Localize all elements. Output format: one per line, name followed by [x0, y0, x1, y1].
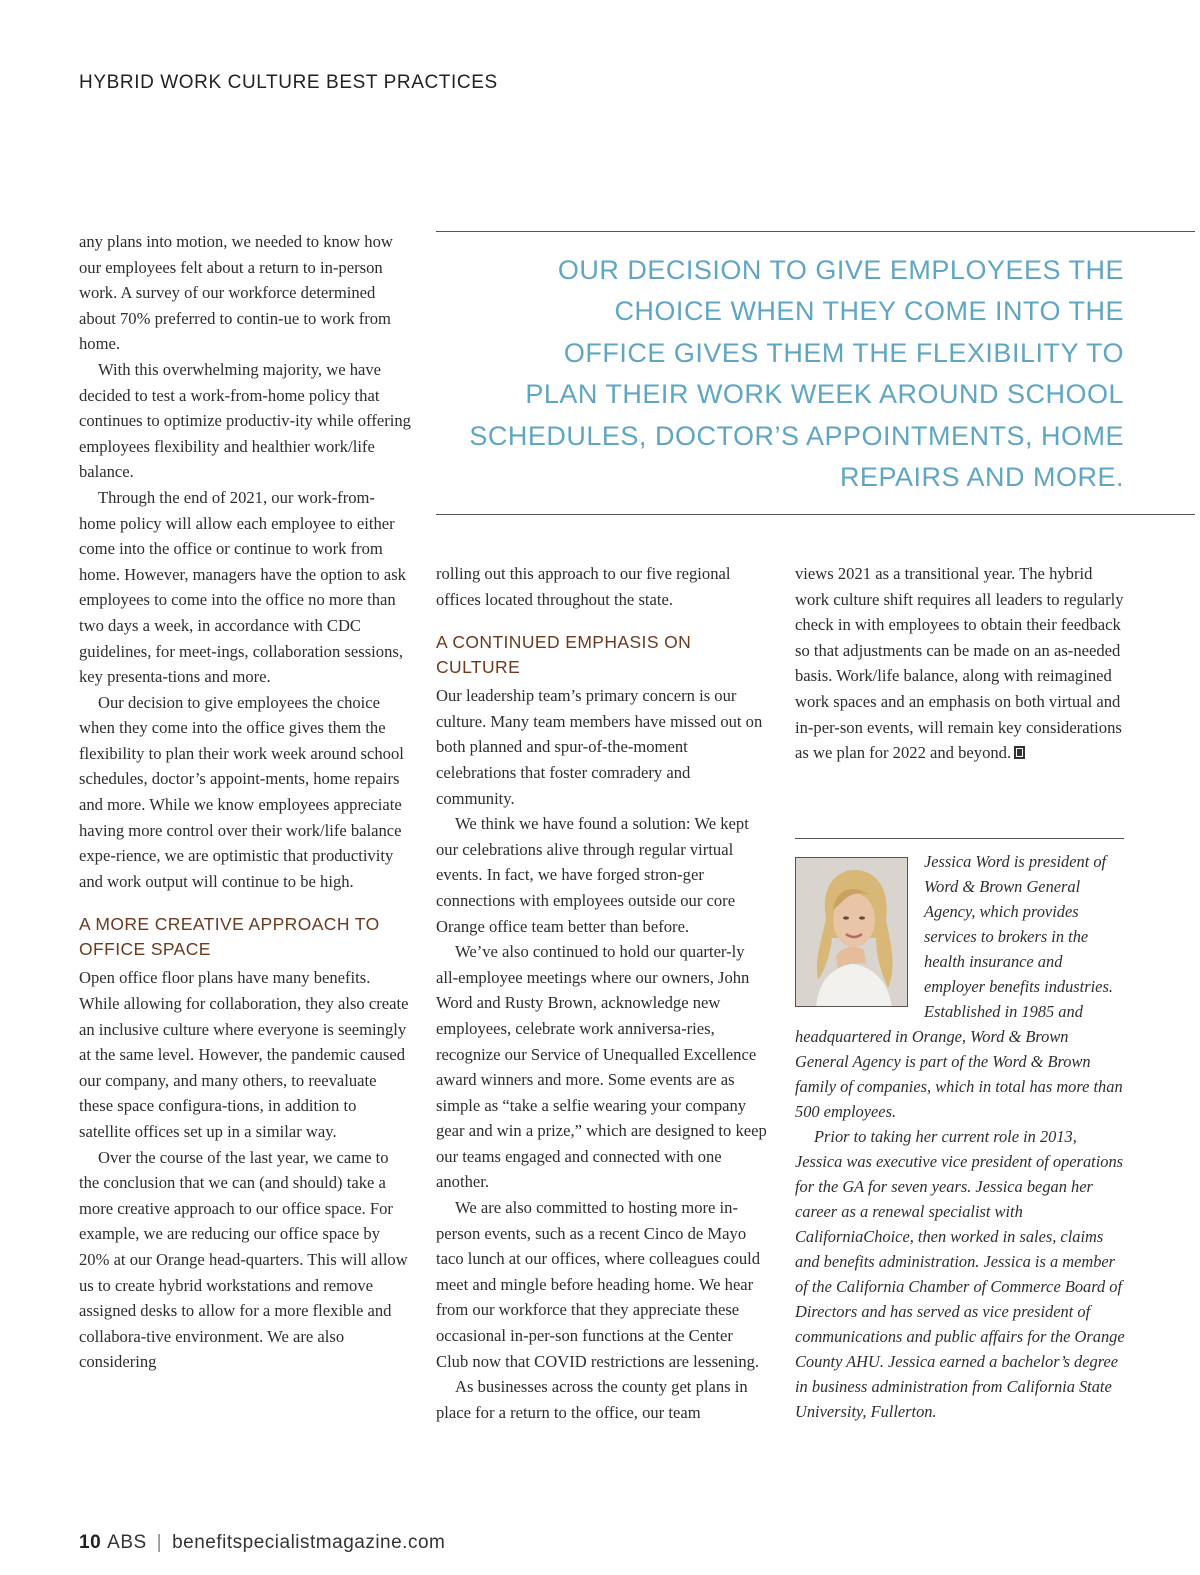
article-column-1: [79, 229, 411, 1375]
magazine-abbreviation: ABS: [107, 1532, 147, 1553]
paragraph: Our decision to give employees the choice when they come into the office gives them the flexibility to plan their work week around school schedules, doctor’s appoint-ments, home repairs and more. While we know employees appreciate having more control over their work/life balance expe-rience, we are optimistic that productivity and work output will continue to be high.: [79, 692, 404, 891]
pullquote-line: OUR DECISION TO GIVE EMPLOYEES THE: [557, 255, 1124, 285]
subheading-office-space: A MORE CREATIVE APPROACH TO OFFICE SPACE: [79, 914, 380, 960]
paragraph: Open office floor plans have many benefits. While allowing for collaboration, they also create an inclusive culture where everyone is seemingly at the same level. However, the pandemic caused our company, and many others, to reevaluate these space configura-tions, in addition to satellite offices set up in a similar way.: [79, 968, 409, 1141]
pullquote-line: OFFICE GIVES THEM THE FLEXIBILITY TO: [563, 337, 1124, 368]
paragraph: rolling out this approach to our five regional offices located throughout the state.: [436, 564, 731, 609]
paragraph-text: views 2021 as a transitional year. The hybrid work culture shift requires all leaders to regularly check in with employees to obtain their feedback so that adjustments can be made on an as-needed basis. Work/life balance, along with reimagined work spaces and an emphasis on both virtual and in-per-son events, will remain key considerations as we plan for 2022 and beyond.: [795, 564, 1124, 763]
paragraph: With this overwhelming majority, we have decided to test a work-from-home policy that continues to optimize productiv-ity while offering employees flexibility and healthier work/life balance.: [79, 359, 411, 482]
paragraph: We think we have found a solution: We kept our celebrations alive through regular virtual events. In fact, we have forged stron-ger connections with employees outside our core Orange office team better than before.: [436, 814, 749, 936]
bio-paragraph: Prior to taking her current role in 2013, Jessica was executive vice president of operations for the GA for seven years. Jessica began her career as a renewal specialist with CaliforniaChoice, then worked in sales, claims and benefits administration. Jessica is a member of the California Chamber of Commerce Board of Directors and has served as vice president of communications and public affairs for the Orange County AHU. Jessica earned a bachelor’s degree in business administration from California State University, Fullerton.: [795, 1127, 1125, 1421]
pullquote-line: SCHEDULES, DOCTOR’S APPOINTMENTS, HOME: [469, 420, 1124, 451]
bio-paragraph: Jessica Word is president of Word & Brown General Agency, which provides services to brokers in the health insurance and employer benefits industries. Established in 1985 and headquartered in Orange, Word & Brown General Agency is part of the Word & Brown family of companies, which in total has more than 500 employees.: [795, 852, 1123, 1121]
pullquote-line: PLAN THEIR WORK WEEK AROUND SCHOOL: [525, 379, 1124, 410]
author-portrait-icon: [796, 858, 908, 1007]
subheading-culture: A CONTINUED EMPHASIS ON CULTURE: [436, 632, 692, 678]
paragraph: any plans into motion, we needed to know how our employees felt about a return to in-person work. A survey of our workforce determined about 70% preferred to contin-ue to work from home.: [79, 232, 393, 354]
article-column-3: [795, 561, 1127, 766]
bio-divider: [795, 838, 1124, 839]
article-column-2: [436, 561, 768, 1425]
paragraph: As businesses across the county get plans in place for a return to the office, our team: [436, 1377, 748, 1422]
paragraph: We are also committed to hosting more in-person events, such as a recent Cinco de Mayo taco lunch at our offices, where colleagues could meet and mingle before heading home. We hear from our workforce that they appreciate these occasional in-per-son functions at the Center Club now that COVID restrictions are lessening.: [436, 1198, 761, 1371]
pullquote-top-rule: [436, 231, 1195, 232]
paragraph: Over the course of the last year, we came to the conclusion that we can (and should) take a more creative approach to our office space. For example, we are reducing our office space by 20% at our Orange head-quarters. This will allow us to create hybrid workstations and remove assigned desks to allow for a more flexible and collabora-tive environment. We are also considering: [79, 1147, 408, 1372]
paragraph: [795, 561, 1127, 766]
page-number: 10: [79, 1532, 102, 1553]
author-bio: [795, 849, 1125, 1424]
pullquote: [440, 250, 1124, 498]
paragraph: We’ve also continued to hold our quarter-ly all-employee meetings where our owners, John Word and Rusty Brown, acknowledge new employees, celebrate work anniversa-ries, recognize our Service of Unequalled Excellence award winners and more. Some events are as simple as “take a selfie wearing your company gear and win a prize,” which are designed to keep our teams engaged and connected with one another.: [436, 942, 767, 1192]
website-link[interactable]: benefitspecialistmagazine.com: [172, 1532, 446, 1553]
paragraph: Through the end of 2021, our work-from-home policy will allow each employee to either come into the office or continue to work from home. However, managers have the option to ask employees to come into the office no more than two days a week, in accordance with CDC guidelines, for meet-ings, collaboration sessions, key presenta-tions and more.: [79, 487, 406, 687]
footer-separator: |: [156, 1532, 163, 1553]
abs-end-mark-icon: [1014, 746, 1025, 759]
pullquote-line: CHOICE WHEN THEY COME INTO THE: [614, 296, 1124, 327]
pullquote-bottom-rule: [436, 514, 1195, 515]
paragraph: Our leadership team’s primary concern is our culture. Many team members have missed out on both planned and spur-of-the-moment celebrations that foster comradery and community.: [436, 686, 763, 808]
page-footer: [79, 1532, 445, 1554]
author-photo: [795, 857, 908, 1007]
pullquote-line: REPAIRS AND MORE.: [839, 462, 1124, 493]
section-header: HYBRID WORK CULTURE BEST PRACTICES: [79, 72, 498, 93]
